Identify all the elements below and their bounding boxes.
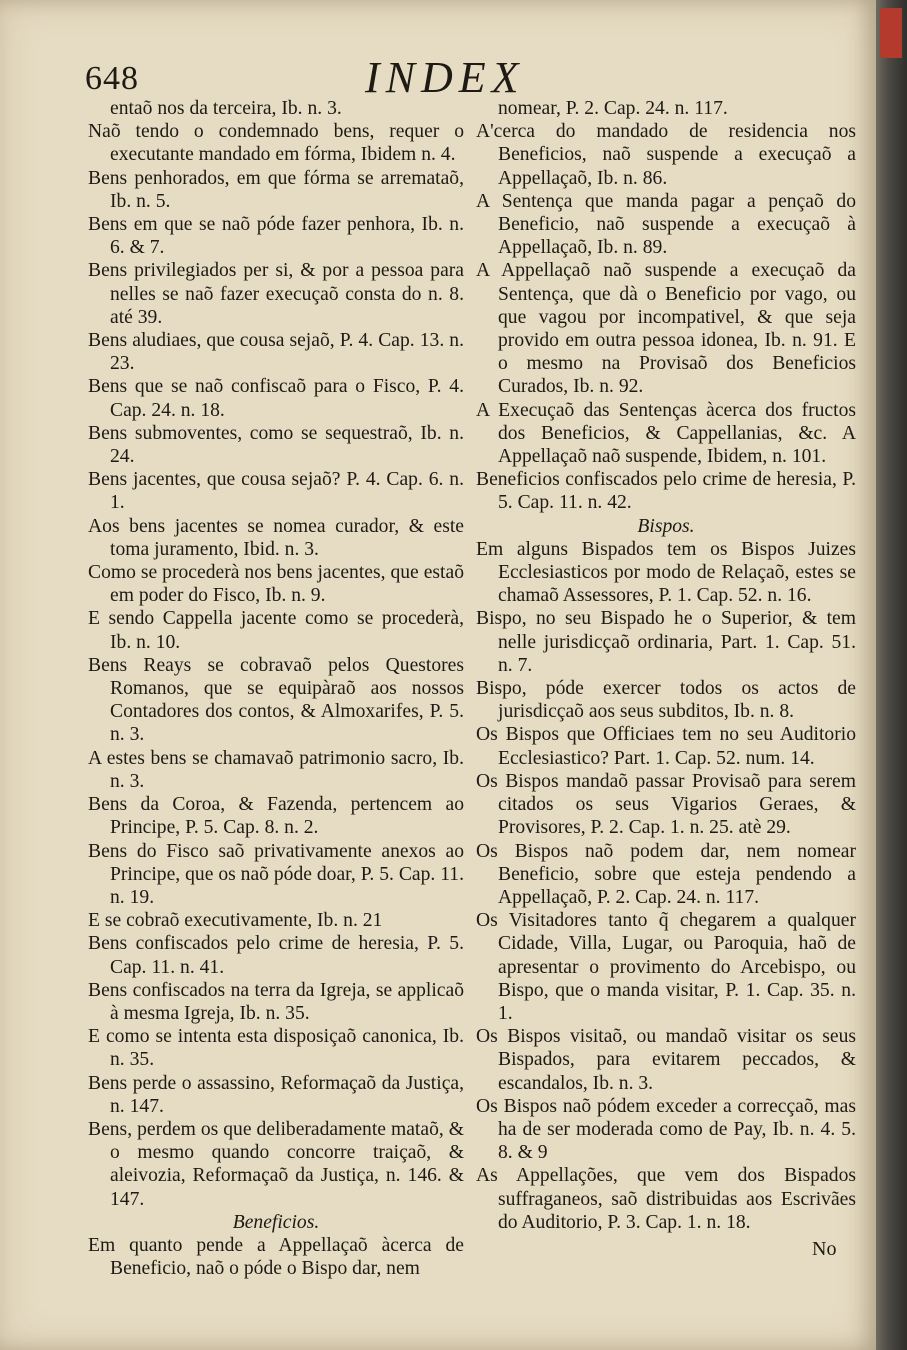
index-entry: A'cerca do mandado de residencia nos Beneficios, naõ suspende a execuçaõ a Appellaçaõ, Ib. n. 86. [476, 121, 856, 189]
index-entry: Os Bispos que Officiaes tem no seu Auditorio Ecclesiastico? Part. 1. Cap. 52. num. 14. [476, 724, 856, 769]
index-entry: Bens submoventes, como se sequestraõ, Ib. n. 24. [88, 422, 464, 468]
index-entry: Bens confiscados pelo crime de heresia, P. 5. Cap. 11. n. 41. [88, 933, 464, 978]
index-entry: Naõ tendo o condemnado bens, requer o executante mandado em fórma, Ibidem n. 4. [88, 121, 464, 166]
index-entry: Bens Reays se cobravaõ pelos Questores Romanos, que se equipàraõ aos nossos Contadores dos contos, & Almoxarifes, P. 5. n. 3. [88, 654, 464, 746]
index-entry: Em alguns Bispados tem os Bispos Juizes Ecclesiasticos por modo de Relaçaõ, estes se chamaõ Assessores, P. 1. Cap. 52. n. 16. [476, 538, 856, 607]
book-edge [876, 0, 907, 1350]
index-entry: E se cobraõ executivamente, Ib. n. 21 [88, 910, 383, 932]
index-entry: Bens da Coroa, & Fazenda, pertencem ao Principe, P. 5. Cap. 8. n. 2. [88, 794, 464, 839]
index-entry: Aos bens jacentes se nomea curador, & este toma juramento, Ibid. n. 3. [88, 515, 464, 560]
index-entry: Em quanto pende a Appellaçaõ àcerca de Beneficio, naõ o póde o Bispo dar, nem [88, 1234, 464, 1280]
index-entry: E sendo Cappella jacente como se procederà, Ib. n. 10. [88, 608, 464, 653]
index-entry: Bens privilegiados per si, & por a pessoa para nelles se naõ fazer execuçaõ consta do n. 8. até 39. [88, 260, 464, 328]
index-entry: Os Bispos visitaõ, ou mandaõ visitar os seus Bispados, para evitarem peccados, & escandalos, Ib. n. 3. [476, 1026, 856, 1094]
index-entry: Bens perde o assassino, Reformaçaõ da Justiça, n. 147. [88, 1072, 464, 1117]
running-head: INDEX [365, 53, 525, 102]
index-entry: Bispo, póde exercer todos os actos de jurisdicçaõ aos seus subditos, Ib. n. 8. [476, 678, 856, 723]
index-entry: Beneficios confiscados pelo crime de heresia, P. 5. Cap. 11. n. 42. [476, 469, 856, 514]
index-entry: nomear, P. 2. Cap. 24. n. 117. [498, 98, 728, 119]
index-entry: Bens que se naõ confiscaõ para o Fisco, P. 4. Cap. 24. n. 18. [88, 376, 464, 421]
index-entry: A Appellaçaõ naõ suspende a execuçaõ da Sentença, que dà o Beneficio por vago, ou que vagou por incompativel, & que seja provido em outra pessoa idonea, Ib. n. 91. E o mesmo na Provisaõ dos Beneficios Curados, Ib. n. 92. [476, 260, 856, 398]
index-entry: Os Bispos mandaõ passar Provisaõ para serem citados os seus Vigarios Geraes, & Provisores, P. 2. Cap. 1. n. 25. atè 29. [476, 770, 856, 839]
index-entry: Os Bispos naõ podem dar, nem nomear Beneficio, sobre que esteja pendendo a Appellaçaõ, P. 2. Cap. 24. n. 117. [476, 840, 856, 908]
index-entry: E como se intenta esta disposiçaõ canonica, Ib. n. 35. [88, 1026, 464, 1071]
index-entry: Bens, perdem os que deliberadamente mataõ, & o mesmo quando concorre traiçaõ, & aleivozia, Reformaçaõ da Justiça, n. 146. & 147. [88, 1118, 464, 1210]
page-marker-tab [880, 8, 902, 58]
catchword: No [812, 1238, 837, 1260]
index-entry: Bens confiscados na terra da Igreja, se applicaõ à mesma Igreja, Ib. n. 35. [88, 979, 464, 1024]
page-number: 648 [85, 60, 139, 97]
index-entry: Os Visitadores tanto q̃ chegarem a qualquer Cidade, Villa, Lugar, ou Paroquia, haõ de apresentar o provimento do Arcebispo, ou Bispo, que o manda visitar, P. 1. Cap. 35. n. 1. [476, 910, 856, 1024]
index-entry: Os Bispos naõ pódem exceder a correcçaõ, mas ha de ser moderada como de Pay, Ib. n. 4. 5. 8. & 9 [476, 1095, 856, 1164]
index-entry: Bens do Fisco saõ privativamente anexos ao Principe, que os naõ póde doar, P. 5. Cap. 11. n. 19. [88, 840, 464, 908]
index-entry: entaõ nos da terceira, Ib. n. 3. [110, 98, 342, 119]
section-heading: Beneficios. [232, 1211, 320, 1233]
index-entry: Bispo, no seu Bispado he o Superior, & tem nelle jurisdicçaõ ordinaria, Part. 1. Cap. 51. n. 7. [476, 608, 856, 676]
index-entry: Bens em que se naõ póde fazer penhora, Ib. n. 6. & 7. [88, 214, 464, 259]
index-entry: A Sentença que manda pagar a pençaõ do Beneficio, naõ suspende a execuçaõ à Appellaçaõ, Ib. n. 89. [476, 190, 856, 259]
index-entry: Bens aludiaes, que cousa sejaõ, P. 4. Cap. 13. n. 23. [88, 330, 464, 375]
right-column [476, 97, 856, 1234]
left-column [88, 97, 464, 1280]
section-heading: Bispos. [637, 515, 695, 537]
index-entry: As Appellações, que vem dos Bispados suffraganeos, saõ distribuidas aos Escrivães do Auditorio, P. 3. Cap. 1. n. 18. [476, 1165, 856, 1233]
index-entry: A Execuçaõ das Sentenças àcerca dos fructos dos Beneficios, & Cappellanias, &c. A Appellaçaõ naõ suspende, Ibidem, n. 101. [476, 399, 856, 468]
index-entry: Bens penhorados, em que fórma se arremataõ, Ib. n. 5. [88, 167, 464, 212]
index-entry: A estes bens se chamavaõ patrimonio sacro, Ib. n. 3. [88, 747, 464, 792]
index-entry: Como se procederà nos bens jacentes, que estaõ em poder do Fisco, Ib. n. 9. [88, 562, 464, 607]
index-entry: Bens jacentes, que cousa sejaõ? P. 4. Cap. 6. n. 1. [88, 469, 464, 514]
